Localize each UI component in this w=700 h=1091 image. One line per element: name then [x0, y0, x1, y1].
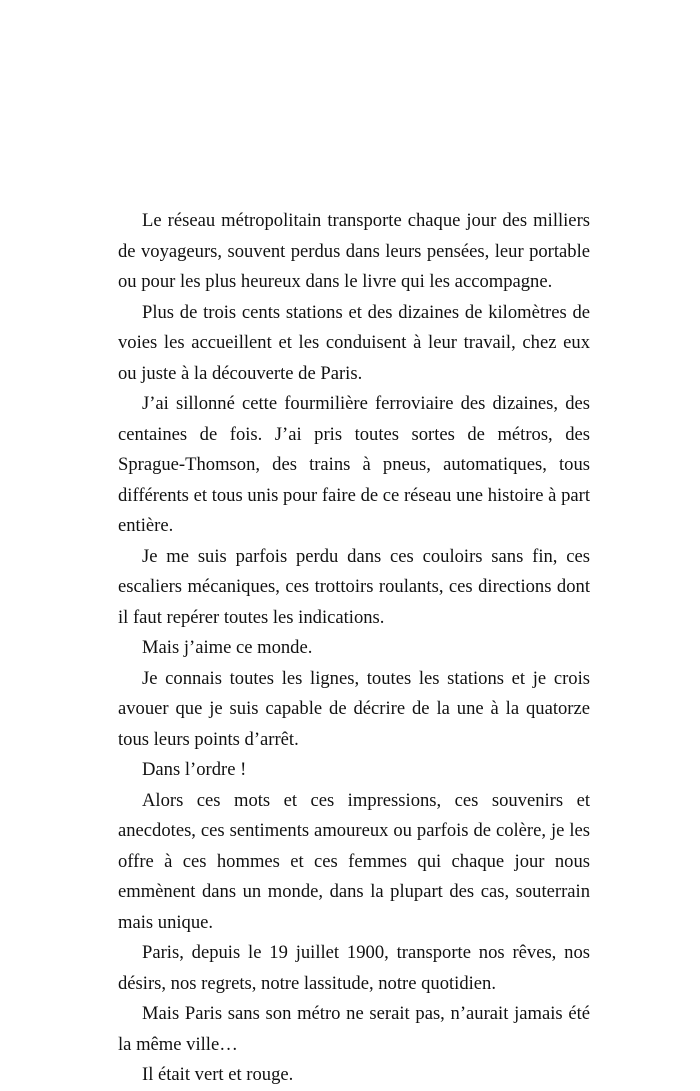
paragraph: Il était vert et rouge.	[142, 1064, 294, 1085]
paragraph: Mais j’aime ce monde.	[142, 637, 313, 658]
paragraph: Alors ces mots et ces impressions, ces souvenirs et anecdotes, ces sentiments amoureux ou parfois de colère, je les offre à ces hommes et ces femmes qui chaque jour nous emmènent dans un monde, dans la plupart des cas, souterrain mais unique.	[118, 789, 590, 933]
paragraph: Je connais toutes les lignes, toutes les stations et je crois avouer que je suis capable de décrire de la une à la quatorze tous leurs points d’arrêt.	[118, 667, 590, 750]
paragraph: Plus de trois cents stations et des dizaines de kilomètres de voies les accueillent et les conduisent à leur travail, chez eux ou juste à la découverte de Paris.	[118, 301, 590, 384]
paragraph: Je me suis parfois perdu dans ces couloirs sans fin, ces escaliers mécaniques, ces trottoirs roulants, ces directions dont il faut repérer toutes les indications.	[118, 545, 590, 628]
body-text	[118, 206, 590, 1091]
paragraph: J’ai sillonné cette fourmilière ferroviaire des dizaines, des centaines de fois. J’ai pris toutes sortes de métros, des Sprague-Thomson, des trains à pneus, automatiques, tous différents et tous unis pour faire de ce réseau une histoire à part entière.	[118, 393, 590, 536]
paragraph: Le réseau métropolitain transporte chaque jour des milliers de voyageurs, souvent perdus dans leurs pensées, leur portable ou pour les plus heureux dans le livre qui les accompagne.	[118, 210, 590, 292]
paragraph: Mais Paris sans son métro ne serait pas, n’aurait jamais été la même ville…	[118, 1003, 590, 1055]
paragraph: Dans l’ordre !	[142, 759, 247, 780]
paragraph: Paris, depuis le 19 juillet 1900, transporte nos rêves, nos désirs, nos regrets, notre lassitude, notre quotidien.	[118, 942, 590, 994]
